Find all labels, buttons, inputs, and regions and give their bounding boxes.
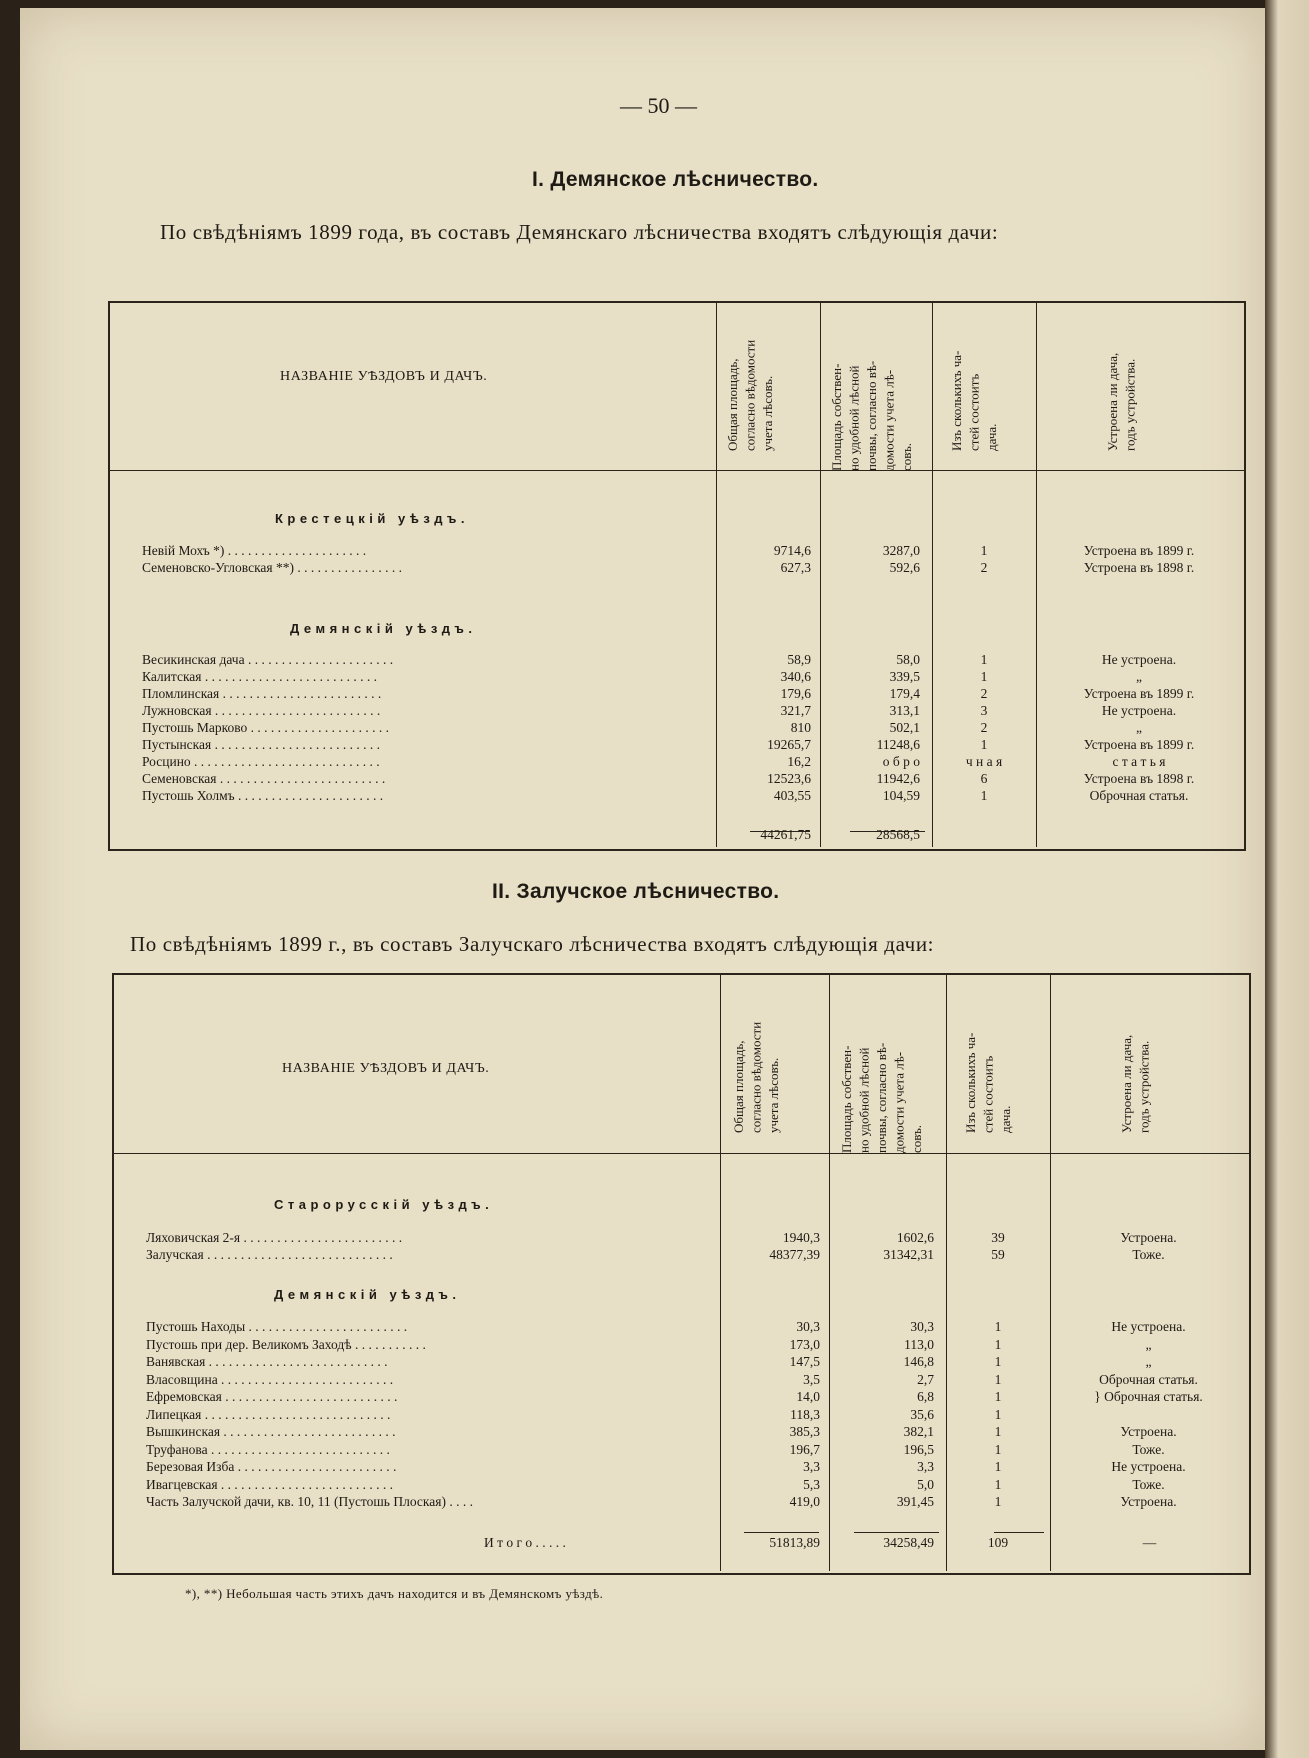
row-name: Ефремовская . . . . . . . . . . . . . . . . . . . . . . . . . . [146, 1389, 398, 1404]
row-area: 340,6 [780, 669, 811, 684]
row-area: 58,9 [787, 652, 811, 667]
row-forest: 5,0 [917, 1476, 934, 1492]
row-parts: 2 [980, 560, 988, 575]
row-status: Устроена. [1120, 1424, 1177, 1439]
row-area: 385,3 [789, 1424, 820, 1439]
row-parts: 1 [980, 737, 988, 752]
table-row [114, 1319, 1249, 1335]
row-name: Березовая Изба . . . . . . . . . . . . . . . . . . . . . . . . [146, 1459, 397, 1474]
table-row [110, 754, 1244, 770]
row-status: „ [1145, 1336, 1152, 1352]
table-row [114, 1494, 1249, 1510]
row-status: Устроена въ 1898 г. [1083, 560, 1195, 575]
table-2 [112, 973, 1251, 1575]
row-parts: 6 [980, 771, 988, 786]
column-header-parts: Изъ сколькихъ ча- стей состоитъ дача. [949, 350, 1000, 451]
table-row [114, 1535, 1249, 1551]
row-area: 179,6 [780, 686, 811, 701]
section-intro-2 [130, 932, 1240, 957]
row-parts: 2 [980, 720, 988, 735]
total-status: — [1142, 1535, 1157, 1550]
row-status: } Оброчная статья. [1094, 1389, 1203, 1404]
table-row [110, 686, 1244, 702]
table-row [114, 1354, 1249, 1370]
row-forest: 11248,6 [876, 737, 920, 752]
row-name: Липецкая . . . . . . . . . . . . . . . . . . . . . . . . . . . . [146, 1406, 391, 1422]
row-area: 1940,3 [782, 1230, 820, 1245]
table-row [114, 1459, 1249, 1475]
table-row [110, 737, 1244, 753]
row-status: с т а т ь я [1112, 754, 1166, 769]
row-area: 321,7 [780, 703, 811, 718]
row-status: Устроена. [1120, 1494, 1177, 1509]
row-name: Пустошь Находы . . . . . . . . . . . . . . . . . . . . . . . . [146, 1319, 408, 1334]
row-name: Пустынская . . . . . . . . . . . . . . . . . . . . . . . . . [142, 737, 380, 752]
table-row [114, 1407, 1249, 1423]
row-parts: 1 [980, 543, 988, 558]
page [20, 8, 1265, 1750]
row-area: 118,3 [790, 1406, 820, 1422]
table-row [114, 1424, 1249, 1440]
row-status: Устроена въ 1899 г. [1083, 686, 1195, 701]
row-status: Не устроена. [1101, 703, 1177, 718]
row-parts: ч н а я [965, 754, 1003, 769]
intro-text: По свѣдѣніямъ 1899 г., въ составъ Залучскаго лѣсничества входятъ слѣдующія дачи: [130, 932, 935, 956]
total-parts: 109 [987, 1535, 1009, 1550]
row-forest: 179,4 [889, 686, 920, 701]
row-status: Устроена въ 1898 г. [1083, 771, 1195, 786]
row-area: 19265,7 [767, 737, 811, 752]
row-status: Оброчная статья. [1089, 788, 1189, 803]
row-area: 3,3 [803, 1459, 820, 1474]
row-status: Не устроена. [1111, 1459, 1186, 1474]
row-parts: 3 [980, 703, 988, 718]
table-row [110, 560, 1244, 576]
row-forest: 502,1 [889, 720, 920, 735]
row-forest: 2,7 [917, 1371, 934, 1387]
row-area: 147,5 [789, 1354, 820, 1369]
column-header-area: Общая площадь, согласно вѣдомости учета лѣсовъ. [731, 1021, 782, 1133]
row-name: Вышкинская . . . . . . . . . . . . . . . . . . . . . . . . . . [146, 1424, 396, 1439]
row-parts: 1 [994, 1441, 1002, 1457]
row-area: 173,0 [789, 1336, 820, 1352]
row-status: Не устроена. [1101, 652, 1177, 667]
page-number: — 50 — [620, 93, 697, 118]
row-status: Тоже. [1132, 1441, 1165, 1457]
row-parts: 1 [994, 1336, 1002, 1352]
row-forest: 3287,0 [882, 543, 920, 558]
row-parts: 1 [994, 1406, 1002, 1422]
row-area: 12523,6 [767, 771, 811, 786]
row-name: Семеновская . . . . . . . . . . . . . . . . . . . . . . . . . [142, 771, 386, 786]
row-area: 14,0 [796, 1389, 820, 1404]
total-forest: 28568,5 [876, 827, 920, 842]
row-area: 403,55 [773, 788, 811, 803]
row-forest: 11942,6 [876, 771, 920, 786]
row-name: Залучская . . . . . . . . . . . . . . . . . . . . . . . . . . . . [146, 1247, 393, 1262]
row-parts: 1 [980, 788, 988, 803]
row-status: „ [1145, 1354, 1152, 1369]
table-row [110, 703, 1244, 719]
row-parts: 1 [994, 1494, 1002, 1509]
table-row [110, 652, 1244, 668]
column-header-parts: Изъ сколькихъ ча- стей состоитъ дача. [963, 1032, 1014, 1133]
footnote: *), **) Небольшая часть этихъ дачъ находится и въ Демянскомъ уѣздѣ. [185, 1586, 604, 1601]
row-status: Оброчная статья. [1099, 1371, 1198, 1387]
row-forest: 313,1 [889, 703, 920, 718]
row-area: 810 [790, 720, 811, 735]
row-area: 48377,39 [769, 1247, 820, 1262]
row-parts: 1 [994, 1476, 1002, 1492]
table-1 [108, 301, 1246, 851]
row-parts: 2 [980, 686, 988, 701]
column-header-forest-area: Площадь собствен- но удобной лѣсной почвы, согласно вѣ- домости учета лѣ- совъ. [829, 360, 915, 471]
district-heading: Демянскій уѣздъ. [290, 621, 477, 636]
row-status: Устроена въ 1899 г. [1083, 737, 1195, 752]
row-status: Тоже. [1132, 1476, 1165, 1492]
district-heading: Старорусскій уѣздъ. [274, 1197, 494, 1212]
row-name: Труфанова . . . . . . . . . . . . . . . . . . . . . . . . . . . [146, 1441, 390, 1457]
column-header-name: НАЗВАНІЕ УѢЗДОВЪ И ДАЧЪ. [282, 1061, 490, 1076]
table-row [110, 543, 1244, 559]
table-row [110, 669, 1244, 685]
row-status: „ [1136, 720, 1142, 735]
total-area: 51813,89 [769, 1535, 820, 1550]
row-parts: 1 [994, 1319, 1002, 1334]
row-forest: 3,3 [917, 1459, 934, 1474]
row-name: Весикинская дача . . . . . . . . . . . . . . . . . . . . . . [142, 652, 394, 667]
row-area: 419,0 [789, 1494, 820, 1509]
row-name: Семеновско-Угловская **) . . . . . . . . . . . . . . . . [142, 560, 403, 575]
table-row [114, 1442, 1249, 1458]
row-parts: 39 [991, 1230, 1005, 1245]
row-forest: 58,0 [896, 652, 920, 667]
row-name: Ляховичская 2-я . . . . . . . . . . . . . . . . . . . . . . . . [146, 1230, 403, 1245]
row-forest: о б р о [882, 754, 920, 769]
row-name: Пустошь Холмъ . . . . . . . . . . . . . . . . . . . . . . [142, 788, 384, 803]
district-heading: Крестецкій уѣздъ. [275, 511, 469, 526]
row-parts: 1 [994, 1389, 1002, 1404]
row-status: Устроена въ 1899 г. [1083, 543, 1195, 558]
row-forest: 146,8 [903, 1354, 934, 1369]
row-parts: 1 [980, 652, 988, 667]
row-name: Пустошь при дер. Великомъ Заходѣ . . . . . . . . . . . [146, 1336, 426, 1352]
row-status: Устроена. [1120, 1230, 1177, 1245]
row-forest: 104,59 [882, 788, 920, 803]
row-parts: 59 [991, 1247, 1005, 1262]
book-spine-edge [1265, 0, 1309, 1758]
row-area: 627,3 [780, 560, 811, 575]
column-header-arranged: Устроена ли дача, годъ устройства. [1105, 352, 1138, 451]
row-forest: 113,0 [904, 1336, 934, 1352]
table-row [114, 1477, 1249, 1493]
total-area: 44261,75 [760, 827, 811, 842]
row-name: Пустошь Марково . . . . . . . . . . . . . . . . . . . . . [142, 720, 390, 735]
row-forest: 1602,6 [896, 1230, 934, 1245]
row-name: Ванявская . . . . . . . . . . . . . . . . . . . . . . . . . . . [146, 1354, 388, 1369]
total-label: И т о г о . . . . . [484, 1535, 566, 1550]
row-forest: 592,6 [889, 560, 920, 575]
row-name: Часть Залучской дачи, кв. 10, 11 (Пустошь Плоская) . . . . [146, 1494, 473, 1509]
row-forest: 382,1 [903, 1424, 934, 1439]
column-header-forest-area: Площадь собствен- но удобной лѣсной почвы, согласно вѣ- домости учета лѣ- совъ. [839, 1042, 925, 1153]
table-row [114, 1389, 1249, 1405]
intro-text: По свѣдѣніямъ 1899 года, въ составъ Демянскаго лѣсничества входятъ слѣдующія дачи: [160, 220, 999, 244]
table-row [110, 771, 1244, 787]
row-name: Лужновская . . . . . . . . . . . . . . . . . . . . . . . . . [142, 703, 381, 718]
row-parts: 1 [994, 1424, 1002, 1439]
row-area: 30,3 [796, 1319, 820, 1334]
row-name: Ивагцевская . . . . . . . . . . . . . . . . . . . . . . . . . . [146, 1476, 394, 1492]
row-name: Невій Мохъ *) . . . . . . . . . . . . . . . . . . . . . [142, 543, 367, 558]
row-forest: 30,3 [910, 1319, 934, 1334]
row-status: Не устроена. [1111, 1319, 1186, 1334]
table-row [110, 788, 1244, 804]
row-forest: 35,6 [910, 1406, 934, 1422]
section-title-2: II. Залучское лѣсничество. [492, 880, 780, 903]
row-name: Росцино . . . . . . . . . . . . . . . . . . . . . . . . . . . . [142, 754, 380, 769]
column-header-area: Общая площадь, согласно вѣдомости учета лѣсовъ. [725, 339, 776, 451]
table-row [114, 1247, 1249, 1263]
column-header-arranged: Устроена ли дача, годъ устройства. [1119, 1034, 1152, 1133]
row-name: Калитская . . . . . . . . . . . . . . . . . . . . . . . . . . [142, 669, 378, 684]
row-area: 3,5 [803, 1371, 820, 1387]
column-header-name: НАЗВАНІЕ УѢЗДОВЪ И ДАЧЪ. [280, 369, 488, 384]
table-row [114, 1337, 1249, 1353]
section-title-1: I. Демянское лѣсничество. [532, 168, 819, 191]
row-area: 9714,6 [773, 543, 811, 558]
row-status: „ [1136, 669, 1142, 684]
row-parts: 1 [980, 669, 988, 684]
row-forest: 6,8 [917, 1389, 934, 1404]
row-area: 16,2 [787, 754, 811, 769]
row-parts: 1 [994, 1371, 1002, 1387]
table-row [114, 1230, 1249, 1246]
row-parts: 1 [994, 1354, 1002, 1369]
row-name: Пломлинская . . . . . . . . . . . . . . . . . . . . . . . . [142, 686, 382, 701]
table-row [114, 1372, 1249, 1388]
district-heading: Демянскій уѣздъ. [274, 1287, 461, 1302]
row-forest: 31342,31 [883, 1247, 934, 1262]
table-row [110, 827, 1244, 843]
total-forest: 34258,49 [883, 1535, 934, 1550]
row-forest: 196,5 [903, 1441, 934, 1457]
row-forest: 339,5 [889, 669, 920, 684]
row-area: 5,3 [803, 1476, 820, 1492]
table-row [110, 720, 1244, 736]
row-forest: 391,45 [896, 1494, 934, 1509]
section-intro-1 [160, 220, 1250, 245]
row-name: Власовщина . . . . . . . . . . . . . . . . . . . . . . . . . . [146, 1371, 394, 1387]
row-area: 196,7 [789, 1441, 820, 1457]
row-parts: 1 [994, 1459, 1002, 1474]
row-status: Тоже. [1132, 1247, 1165, 1262]
